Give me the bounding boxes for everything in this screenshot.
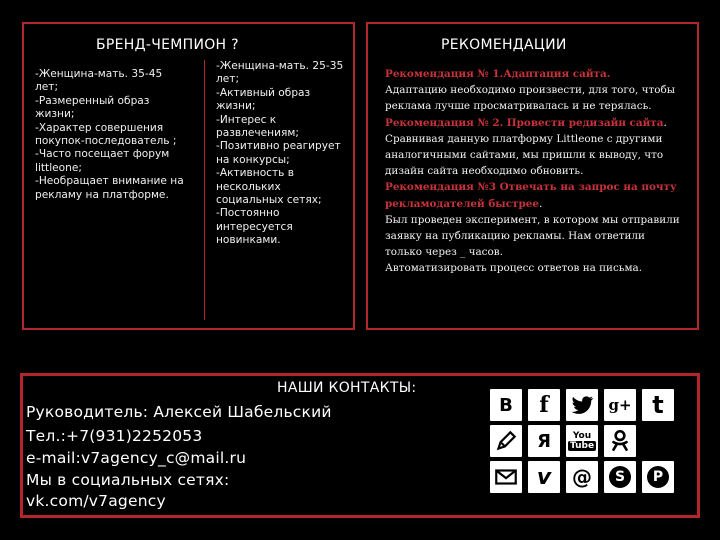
segment-two-text: -Женщина-мать. 25-35 лет; -Активный образ жизни; -Интерес к развлечениям; -Позитивно реагирует на конкурсы; -Активность в нескольких социальных сетях; -Постоянно интересуется новинками. [216, 60, 344, 247]
recommendation-1-body: Адаптацию необходимо произвести, для того, чтобы реклама лучше просматривалась и не терялась. [385, 84, 676, 113]
recommendations-title: РЕКОМЕНДАЦИИ [441, 37, 567, 53]
social-label: Мы в социальных сетях: [26, 471, 230, 489]
recommendations-panel [366, 22, 699, 330]
recommendation-3-body: Был проведен эксперимент, в котором мы отправили заявку на публикацию рекламы. Нам ответили только через _ часов. [385, 213, 680, 259]
vimeo-icon[interactable]: v [528, 461, 560, 493]
yandex-icon[interactable]: Я [528, 425, 560, 457]
recommendation-2-heading: Рекомендация № 2. Провести редизайн сайта [385, 116, 664, 129]
youtube-icon[interactable]: You Tube [566, 425, 598, 457]
odnoklassniki-icon[interactable] [604, 425, 636, 457]
phone-line: Тел.:+7(931)2252053 [26, 427, 203, 445]
contacts-title: НАШИ КОНТАКТЫ: [277, 380, 417, 396]
column-divider [204, 60, 205, 320]
mail-icon[interactable] [490, 461, 522, 493]
pinterest-icon[interactable]: P [642, 461, 674, 493]
vk-link[interactable]: vk.com/v7agency [26, 492, 166, 510]
skype-icon[interactable]: S [604, 461, 636, 493]
vk-icon[interactable]: B [490, 389, 522, 421]
livejournal-icon[interactable] [490, 425, 522, 457]
social-icons-grid [490, 389, 717, 497]
recommendation-2-body: Сравнивая данную платформу Littleone с другими аналогичными сайтами, мы пришли к выводу, что дизайн сайта необходимо обновить. [385, 132, 664, 178]
twitter-icon[interactable] [566, 389, 598, 421]
recommendation-3-heading: Рекомендация №3 Отвечать на запрос на почту рекламодателей быстрее [385, 181, 677, 210]
brand-champion-panel [22, 22, 355, 330]
tumblr-icon[interactable]: t [642, 389, 674, 421]
contacts-panel [20, 373, 700, 518]
email-line: e-mail:v7agency_c@mail.ru [26, 449, 247, 467]
manager-line: Руководитель: Алексей Шабельский [26, 403, 332, 421]
recommendation-3-action: Автоматизировать процесс ответов на письма. [385, 262, 643, 275]
segment-one-text: -Женщина-мать. 35-45 лет; -Размеренный образ жизни; -Характер совершения покупок-последователь ; -Часто посещает форум littleone; -Необращает внимание на рекламу на платформе. [35, 68, 184, 201]
recommendations-text: Рекомендация № 1.Адаптация сайта. Адаптацию необходимо произвести, для того, чтобы реклама лучше просматривалась и не терялась. Рекомендация № 2. Провести редизайн сайта. Сравнивая данную платформу Littleone с другими аналогичными сайтами, мы пришли к выводу, что дизайн сайта необходимо обновить. Рекомендация №3 Отвечать на запрос на почту рекламодателей быстрее. Был проведен эксперимент, в котором мы отправили заявку на публикацию рекламы. Нам ответили только через _ часов. Автоматизировать процесс ответов на письма. [385, 66, 685, 277]
at-sign-icon[interactable]: @ [566, 461, 598, 493]
facebook-icon[interactable]: f [528, 389, 560, 421]
brand-champion-title: БРЕНД-ЧЕМПИОН ? [96, 37, 239, 53]
google-plus-icon[interactable]: g+ [604, 389, 636, 421]
recommendation-1-heading: Рекомендация № 1.Адаптация сайта. [385, 68, 611, 80]
